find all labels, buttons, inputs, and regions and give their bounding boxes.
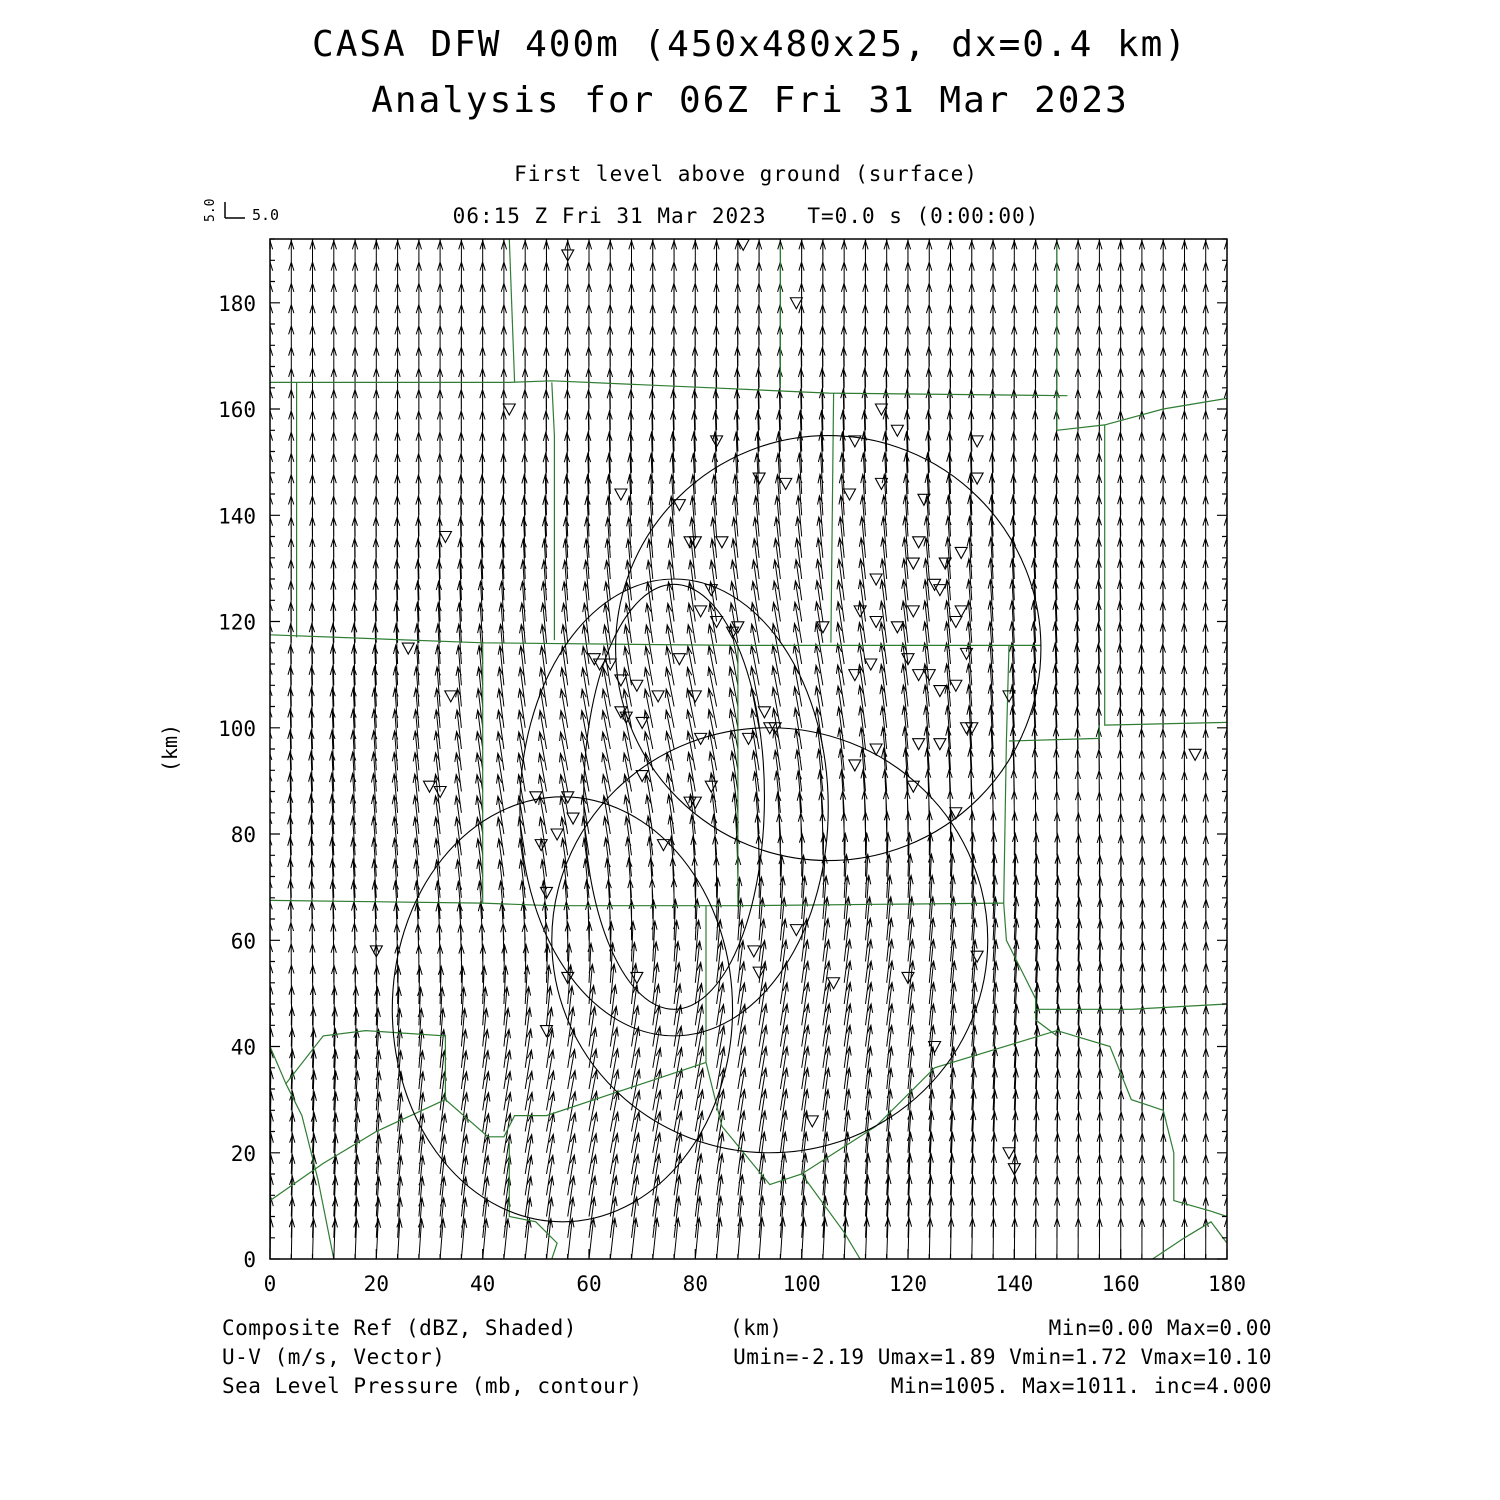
- radar-site-marker: [567, 813, 579, 824]
- radar-site-marker: [849, 670, 861, 681]
- footer-field3-name: Sea Level Pressure (mb, contour): [222, 1374, 643, 1398]
- reference-vector-key: [203, 199, 279, 224]
- y-tick-label: 120: [218, 610, 256, 635]
- radar-site-marker: [615, 675, 627, 686]
- radar-site-marker: [923, 670, 935, 681]
- radar-site-marker: [758, 707, 770, 718]
- reference-vector-v-label: 5.0: [203, 198, 218, 222]
- figure-title-line2: Analysis for 06Z Fri 31 Mar 2023: [371, 80, 1129, 121]
- radar-site-marker: [445, 691, 457, 702]
- radar-site-marker: [615, 489, 627, 500]
- county-boundary: [802, 1174, 860, 1259]
- footer-field2-name: U-V (m/s, Vector): [222, 1345, 446, 1369]
- county-boundary: [286, 1084, 334, 1259]
- y-tick-label: 80: [230, 823, 256, 847]
- county-boundary: [1105, 425, 1227, 725]
- radar-site-marker: [891, 425, 903, 436]
- reference-vector-u-label: 5.0: [252, 206, 280, 224]
- x-tick-label: 40: [470, 1272, 496, 1296]
- county-boundary: [831, 393, 834, 643]
- radar-site-marker: [551, 829, 563, 840]
- radar-site-marker: [934, 585, 946, 596]
- county-boundaries: [270, 239, 1227, 1259]
- radar-site-marker: [955, 547, 967, 558]
- x-tick-label: 140: [995, 1272, 1034, 1296]
- county-boundary: [1004, 903, 1057, 1036]
- county-boundary: [509, 239, 514, 382]
- radar-site-marker: [955, 606, 967, 617]
- radar-site-marker: [402, 643, 414, 654]
- footer-field1-stats: Min=0.00 Max=0.00: [1048, 1316, 1272, 1340]
- y-tick-label: 0: [243, 1248, 256, 1272]
- radar-site-marker: [934, 686, 946, 697]
- radar-site-marker: [695, 606, 707, 617]
- footer-field3-stats: Min=1005. Max=1011. inc=4.000: [890, 1374, 1272, 1398]
- radar-site-marker: [929, 1042, 941, 1053]
- radar-site-marker: [950, 617, 962, 628]
- plot-frame: [270, 239, 1227, 1259]
- reference-vector-arrow: [225, 202, 245, 218]
- x-tick-label: 120: [889, 1272, 927, 1296]
- county-boundary: [1004, 645, 1009, 903]
- radar-site-marker: [865, 659, 877, 670]
- county-boundary: [552, 382, 555, 640]
- radar-site-marker: [907, 606, 919, 617]
- y-tick-label: 60: [230, 929, 256, 954]
- radar-site-marker: [913, 739, 925, 750]
- footer-xunit: (km): [730, 1316, 783, 1340]
- radar-site-marker: [934, 739, 946, 750]
- radar-site-marker: [631, 680, 643, 691]
- time-subtitle: 06:15 Z Fri 31 Mar 2023 T=0.0 s (0:00:00): [452, 204, 1040, 228]
- radar-site-marker: [439, 532, 451, 543]
- footer-field2-stats: Umin=-2.19 Umax=1.89 Vmin=1.72 Vmax=10.10: [733, 1345, 1272, 1369]
- radar-site-marker: [907, 558, 919, 569]
- y-tick-label: 180: [218, 291, 256, 316]
- x-tick-label: 0: [263, 1272, 277, 1296]
- x-tick-label: 160: [1101, 1272, 1140, 1296]
- y-tick-label: 100: [218, 716, 256, 741]
- x-tick-label: 20: [363, 1272, 389, 1296]
- y-tick-label: 20: [230, 1141, 256, 1166]
- county-boundary: [1036, 1004, 1227, 1009]
- county-boundary: [270, 900, 1004, 905]
- axes-frame: [218, 239, 1246, 1296]
- radar-site-marker: [913, 537, 925, 548]
- y-axis-label: (km): [158, 723, 182, 773]
- x-tick-label: 80: [682, 1272, 708, 1296]
- radar-site-marker: [907, 781, 919, 792]
- figure-title-line1: CASA DFW 400m (450x480x25, dx=0.4 km): [312, 24, 1188, 65]
- axis-ticks: [270, 239, 1227, 1259]
- footer-field1-name: Composite Ref (dBZ, Shaded): [222, 1316, 577, 1340]
- radar-site-marker: [743, 733, 755, 744]
- radar-site-marker: [950, 680, 962, 691]
- x-tick-label: 60: [576, 1272, 602, 1296]
- x-tick-label: 100: [782, 1272, 821, 1296]
- radar-site-marker: [540, 1026, 552, 1037]
- radar-site-marker: [780, 478, 792, 489]
- y-tick-label: 140: [218, 504, 256, 529]
- slp-contour: [552, 728, 988, 1153]
- radar-site-marker: [849, 760, 861, 771]
- radar-site-marker: [673, 654, 685, 665]
- radar-site-marker: [631, 972, 643, 983]
- radar-site-marker: [657, 840, 669, 851]
- radar-site-marker: [1189, 749, 1201, 760]
- y-tick-label: 40: [230, 1035, 256, 1060]
- radar-site-marker: [716, 537, 728, 548]
- radar-site-marker: [870, 744, 882, 755]
- radar-site-marker: [790, 925, 802, 936]
- county-boundary: [270, 381, 1068, 396]
- radar-site-marker: [503, 404, 515, 415]
- y-tick-label: 160: [218, 398, 256, 422]
- level-subtitle: First level above ground (surface): [514, 162, 978, 186]
- radar-site-marker: [652, 691, 664, 702]
- x-tick-label: 180: [1208, 1272, 1246, 1296]
- radar-site-marker: [844, 489, 856, 500]
- radar-site-marker: [748, 946, 760, 957]
- radar-site-marker: [870, 574, 882, 585]
- radar-site-marker: [1003, 1148, 1015, 1159]
